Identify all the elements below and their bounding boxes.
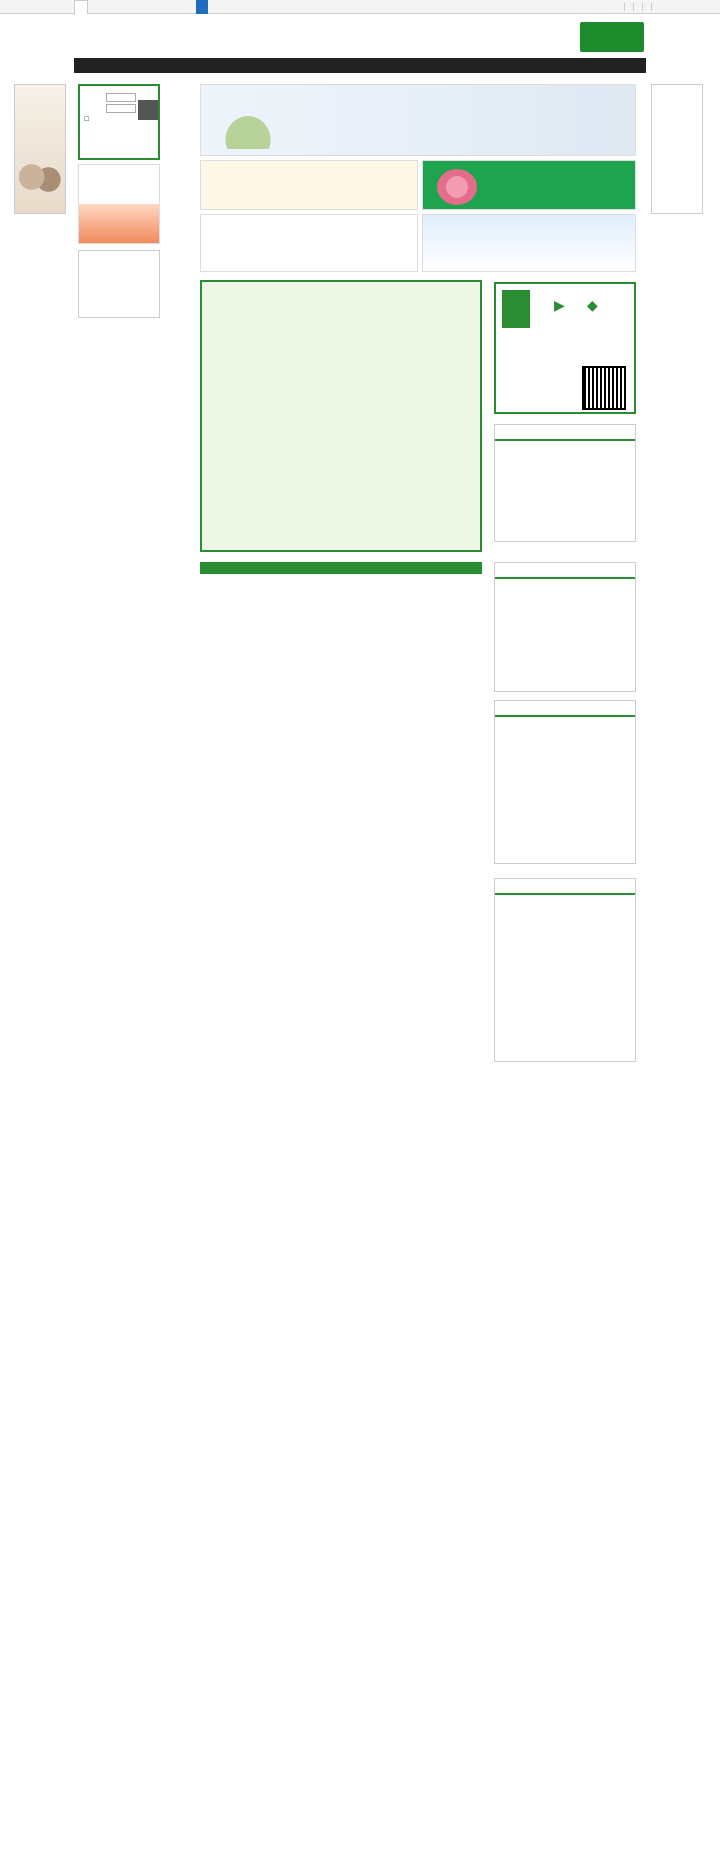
flower-icon [437, 169, 477, 205]
category-bar [74, 58, 646, 73]
cat-illustration [19, 157, 61, 207]
right-wing-ad[interactable] [651, 84, 703, 214]
register-contest-button[interactable] [580, 22, 644, 52]
app-logo [502, 290, 530, 328]
banner-sunchang[interactable] [422, 214, 636, 272]
store-icons: ▶ ◆ [554, 298, 598, 314]
top-tab-literature[interactable] [74, 0, 88, 14]
audition-banner[interactable] [78, 164, 160, 244]
id-input[interactable] [106, 93, 136, 102]
header [0, 14, 720, 58]
main-banner[interactable] [200, 84, 636, 156]
password-input[interactable] [106, 104, 136, 113]
login-box [78, 84, 160, 160]
top-bar [0, 0, 720, 14]
side-links-box [78, 250, 160, 318]
table-header [200, 562, 482, 574]
register-link[interactable] [624, 3, 633, 11]
contest-table [200, 562, 482, 574]
youth-awards-box [494, 878, 636, 1062]
banner-peace-contest[interactable] [422, 160, 636, 210]
banner-illustration [213, 103, 283, 149]
login-links[interactable] [80, 125, 158, 129]
login-link[interactable] [616, 3, 624, 11]
qr-code-icon [582, 366, 626, 410]
banner-comfort-women[interactable] [200, 160, 418, 210]
find-pw-link[interactable] [633, 3, 642, 11]
featured-contests [200, 280, 482, 552]
awards-box [494, 700, 636, 864]
banner-eco-art[interactable] [200, 214, 418, 272]
keep-login[interactable]: ☐ [84, 116, 90, 123]
top-tab-contest[interactable] [196, 0, 208, 14]
top-tab-aluk[interactable] [140, 0, 152, 14]
login-button[interactable] [138, 100, 158, 120]
news-box [494, 424, 636, 542]
app-promo[interactable] [494, 282, 636, 414]
online-users-link[interactable] [642, 3, 651, 11]
top-links [616, 0, 660, 14]
extra-link[interactable] [651, 3, 660, 11]
qna-box [494, 562, 636, 692]
left-wing-ad[interactable] [14, 84, 66, 214]
